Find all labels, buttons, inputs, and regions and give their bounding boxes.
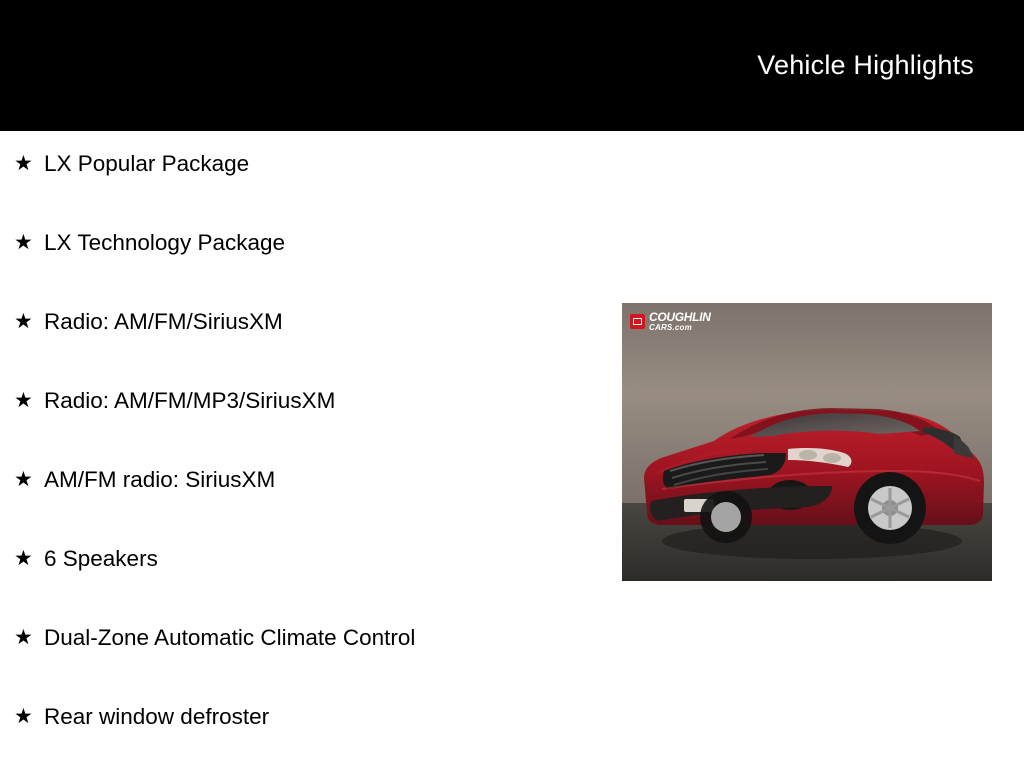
- content-area: [0, 131, 1024, 768]
- page-title: Vehicle Highlights: [757, 50, 974, 80]
- star-icon: ★: [14, 231, 33, 254]
- feature-label: Rear window defroster: [44, 704, 270, 729]
- feature-label: 6 Speakers: [44, 546, 158, 571]
- list-item: [0, 539, 620, 618]
- list-item: [0, 223, 620, 302]
- dealer-name: COUGHLIN: [649, 310, 711, 324]
- feature-label: Radio: AM/FM/SiriusXM: [44, 309, 283, 334]
- vehicle-photo: [622, 303, 992, 581]
- header-bar: [0, 0, 1024, 131]
- vehicle-features-list: [0, 144, 620, 776]
- feature-label: LX Popular Package: [44, 151, 250, 176]
- feature-label: Radio: AM/FM/MP3/SiriusXM: [44, 388, 336, 413]
- feature-label: AM/FM radio: SiriusXM: [44, 467, 276, 492]
- coughlin-logo-icon: [630, 314, 645, 329]
- list-item: [0, 381, 620, 460]
- list-item: [0, 618, 620, 697]
- star-icon: ★: [14, 468, 33, 491]
- star-icon: ★: [14, 626, 33, 649]
- feature-label: Dual-Zone Automatic Climate Control: [44, 625, 416, 650]
- feature-label: LX Technology Package: [44, 230, 286, 255]
- star-icon: ★: [14, 389, 33, 412]
- star-icon: ★: [14, 705, 33, 728]
- list-item: [0, 697, 620, 776]
- vehicle-photo-graphic: [622, 303, 992, 581]
- dealer-site: CARS.com: [649, 323, 692, 332]
- list-item: [0, 460, 620, 539]
- star-icon: ★: [14, 152, 33, 175]
- dealer-watermark-text: [649, 311, 711, 332]
- star-icon: ★: [14, 310, 33, 333]
- dealer-watermark: [630, 311, 711, 332]
- list-item: [0, 144, 620, 223]
- star-icon: ★: [14, 547, 33, 570]
- list-item: [0, 302, 620, 381]
